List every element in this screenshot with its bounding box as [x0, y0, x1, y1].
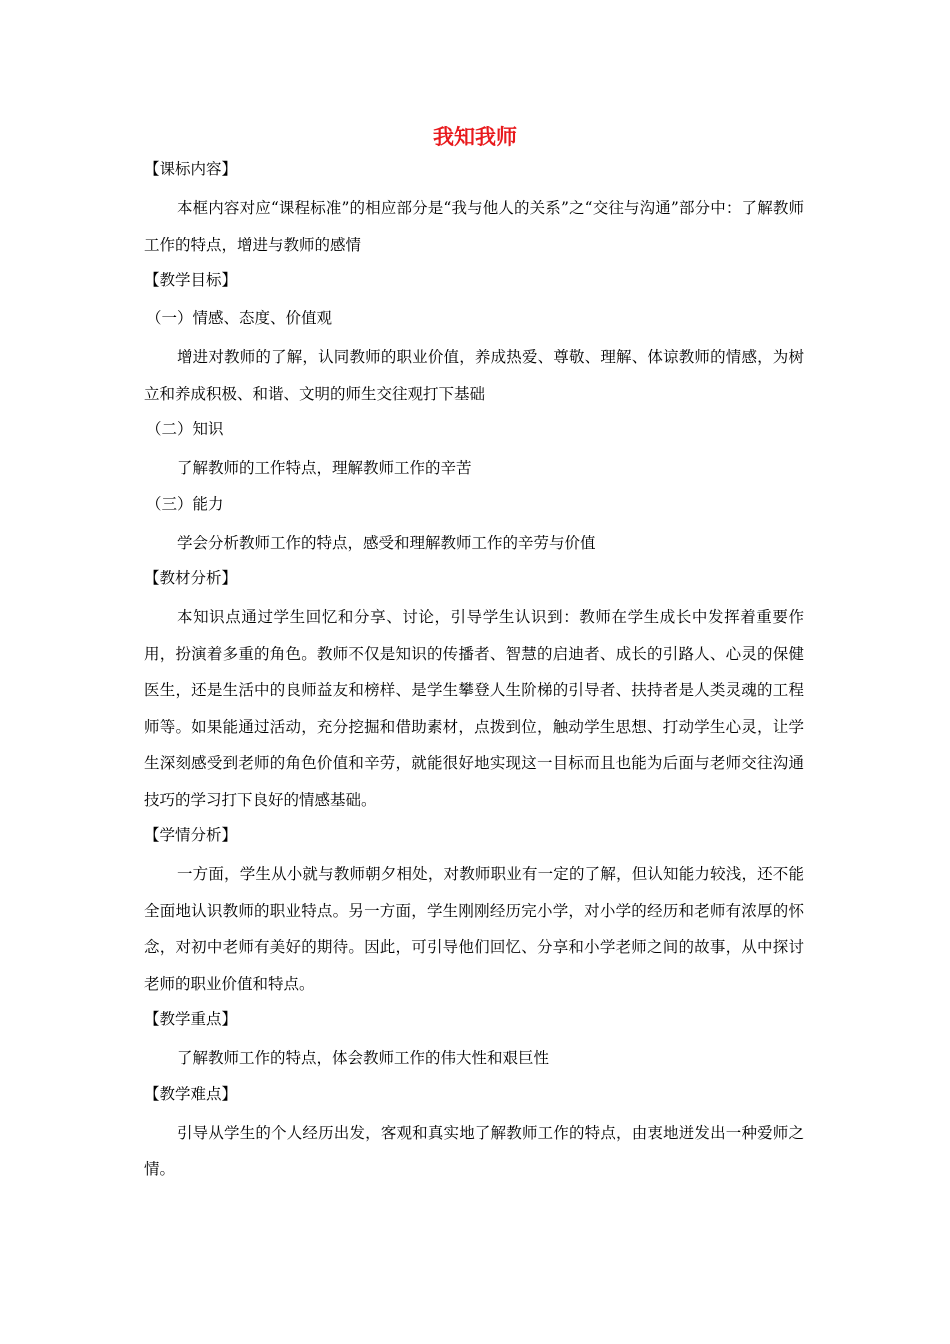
section-heading-difficulties: 【教学难点】 — [144, 1084, 238, 1103]
paragraph-curriculum: 本框内容对应“课程标准”的相应部分是“我与他人的关系”之“交往与沟通”部分中：了解教师工作的特点，增进与教师的感情 — [144, 199, 804, 254]
document-title: 我知我师 — [433, 124, 517, 149]
subheading-emotion: （一）情感、态度、价值观 — [146, 309, 333, 327]
paragraph-knowledge: 了解教师的工作特点，理解教师工作的辛苦 — [177, 459, 472, 477]
paragraph-ability: 学会分析教师工作的特点，感受和理解教师工作的辛劳与价值 — [177, 533, 596, 552]
paragraph-difficulties: 引导从学生的个人经历出发，客观和真实地了解教师工作的特点，由衷地迸发出一种爱师之情。 — [144, 1123, 804, 1178]
section-heading-key-points: 【教学重点】 — [144, 1010, 238, 1028]
section-heading-curriculum: 【课标内容】 — [144, 160, 238, 178]
section-heading-objectives: 【教学目标】 — [144, 271, 238, 289]
paragraph-students: 一方面，学生从小就与教师朝夕相处，对教师职业有一定的了解，但认知能力较浅，还不能全面地认识教师的职业特点。另一方面，学生刚刚经历完小学，对小学的经历和老师有浓厚的怀念，对初中老师有美好的期待。因此，可引导他们回忆、分享和小学老师之间的故事，从中探讨老师的职业价值和特点。 — [144, 865, 804, 993]
section-heading-students: 【学情分析】 — [144, 826, 238, 844]
paragraph-key-points: 了解教师工作的特点，体会教师工作的伟大性和艰巨性 — [177, 1049, 550, 1067]
document-body — [144, 152, 804, 1188]
paragraph-emotion: 增进对教师的了解，认同教师的职业价值，养成热爱、尊敬、理解、体谅教师的情感，为树立和养成积极、和谐、文明的师生交往观打下基础 — [144, 348, 804, 403]
subheading-ability: （三）能力 — [146, 494, 224, 513]
subheading-knowledge: （二）知识 — [146, 420, 224, 438]
section-heading-material: 【教材分析】 — [144, 569, 238, 587]
paragraph-material: 本知识点通过学生回忆和分享、讨论，引导学生认识到：教师在学生成长中发挥着重要作用，扮演着多重的角色。教师不仅是知识的传播者、智慧的启迪者、成长的引路人、心灵的保健医生，还是生活中的良师益友和榜样、是学生攀登人生阶梯的引导者、扶持者是人类灵魂的工程师等。如果能通过活动，充分挖掘和借助素材，点拨到位，触动学生思想、打动学生心灵，让学生深刻感受到老师的角色价值和辛劳，就能很好地实现这一目标而且也能为后面与老师交往沟通技巧的学习打下良好的情感基础。 — [144, 608, 804, 809]
